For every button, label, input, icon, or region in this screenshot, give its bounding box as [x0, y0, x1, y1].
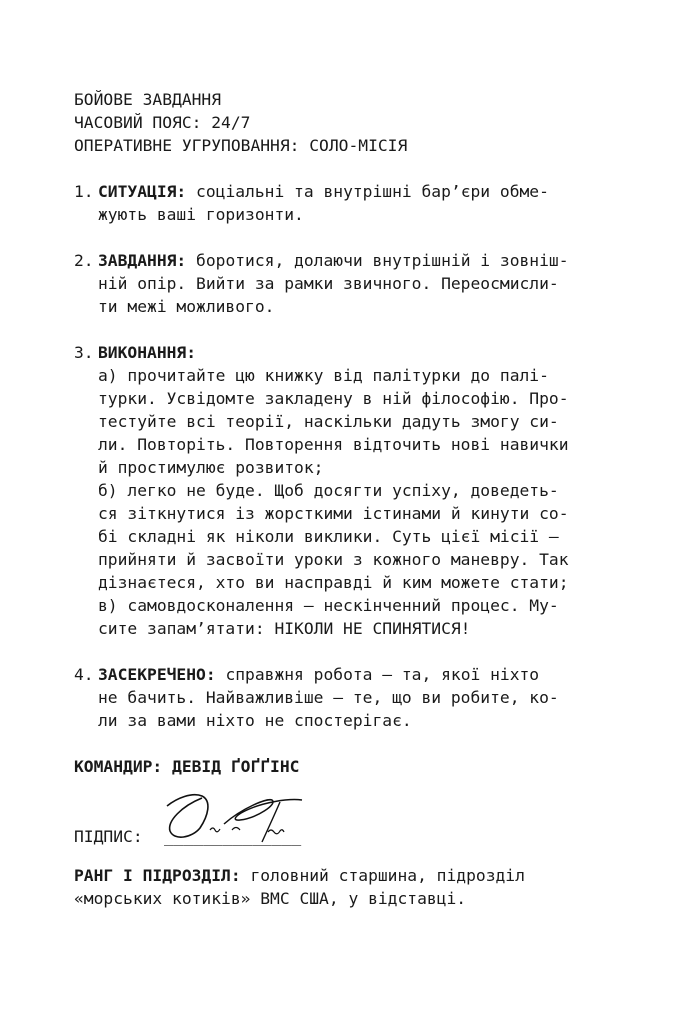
- item-text: ся зіткнутися із жорсткими істинами й кинути со-: [98, 504, 569, 523]
- rank-label: РАНГ І ПІДРОЗДІЛ:: [74, 866, 241, 885]
- doc-timezone: ЧАСОВИЙ ПОЯС: 24/7: [74, 113, 251, 132]
- item-text: ли. Повторіть. Повторення відточить нові навички: [98, 435, 569, 454]
- signature-label: ПІДПИС:: [74, 827, 143, 846]
- rank-text: «морських котиків» ВМС США, у відставці.: [74, 889, 467, 908]
- item-text: сите запам’ятати: НІКОЛИ НЕ СПИНЯТИСЯ!: [98, 619, 471, 638]
- item-text: а) прочитайте цю книжку від палітурки до палі-: [98, 366, 549, 385]
- item-text: й простимулює розвиток;: [98, 458, 324, 477]
- doc-group: ОПЕРАТИВНЕ УГРУПОВАННЯ: СОЛО-МІСІЯ: [74, 136, 408, 155]
- signature-line: ______________: [164, 827, 302, 846]
- item-label: ВИКОНАННЯ:: [98, 343, 197, 362]
- item-number: 2.: [74, 251, 94, 270]
- item-situation: [74, 180, 594, 226]
- item-execution: [74, 341, 594, 640]
- signature-row: [74, 786, 594, 852]
- item-text: тестуйте всі теорії, наскільки дадуть змогу си-: [98, 412, 559, 431]
- item-text: в) самовдосконалення — нескінченний процес. Му-: [98, 596, 559, 615]
- item-text: ли за вами ніхто не спостерігає.: [98, 711, 412, 730]
- item-text: соціальні та внутрішні бар’єри обме-: [186, 182, 549, 201]
- item-text: бі складні як ніколи виклики. Суть цієї місії —: [98, 527, 559, 546]
- item-text: дізнаєтеся, хто ви насправді й ким можете стати;: [98, 573, 569, 592]
- mission-document: [74, 88, 594, 910]
- item-text: турки. Усвідомте закладену в ній філософію. Про-: [98, 389, 569, 408]
- item-label: ЗАСЕКРЕЧЕНО:: [98, 665, 216, 684]
- item-text: б) легко не буде. Щоб досягти успіху, доведеть-: [98, 481, 559, 500]
- item-text: не бачить. Найважливіше — те, що ви робите, ко-: [98, 688, 559, 707]
- item-task: [74, 249, 594, 318]
- doc-title: БОЙОВЕ ЗАВДАННЯ: [74, 90, 222, 109]
- rank-text: головний старшина, підрозділ: [240, 866, 525, 885]
- item-text: справжня робота — та, якої ніхто: [215, 665, 540, 684]
- item-text: боротися, долаючи внутрішній і зовніш-: [186, 251, 569, 270]
- item-number: 4.: [74, 665, 94, 684]
- item-text: ній опір. Вийти за рамки звичного. Переосмисли-: [98, 274, 559, 293]
- commander: КОМАНДИР: ДЕВІД ҐОҐҐІНС: [74, 757, 300, 776]
- item-number: 1.: [74, 182, 94, 201]
- item-label: ЗАВДАННЯ:: [98, 251, 187, 270]
- item-classified: [74, 663, 594, 732]
- item-text: прийняти й засвоїти уроки з кожного маневру. Так: [98, 550, 569, 569]
- signature-scribble-icon: [162, 786, 322, 846]
- item-text: ти межі можливого.: [98, 297, 275, 316]
- item-text: жують ваші горизонти.: [98, 205, 304, 224]
- item-number: 3.: [74, 343, 94, 362]
- item-label: СИТУАЦІЯ:: [98, 182, 187, 201]
